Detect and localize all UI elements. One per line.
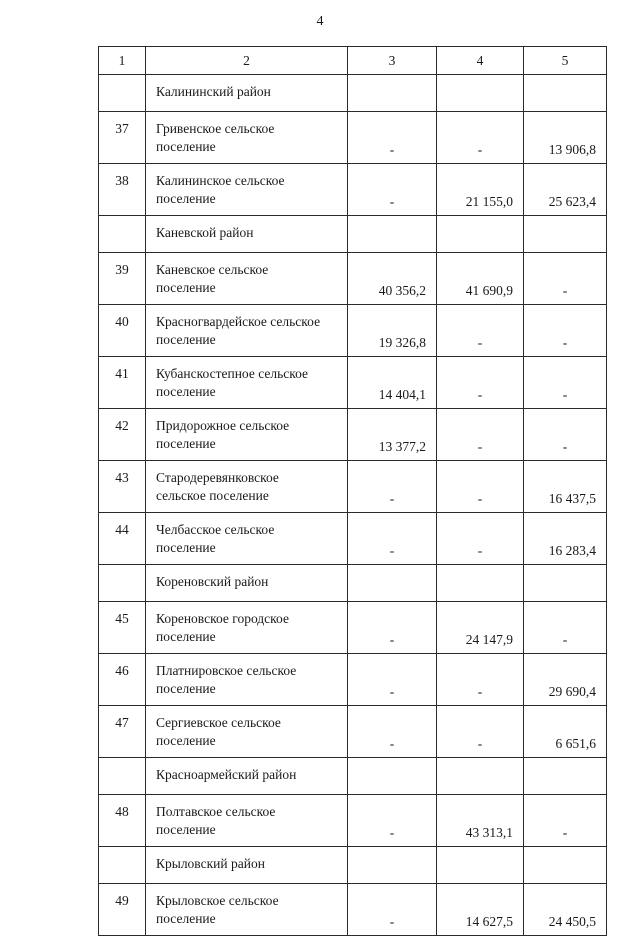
settlement-name-line2: поселение bbox=[156, 280, 216, 295]
row-number: 41 bbox=[99, 357, 146, 409]
table-header-row bbox=[99, 47, 607, 75]
table-row bbox=[99, 706, 607, 758]
empty-cell bbox=[437, 216, 524, 253]
column-header: 1 bbox=[99, 47, 146, 75]
column-header: 3 bbox=[348, 47, 437, 75]
settlement-name-line1: Стародеревянковское bbox=[156, 470, 279, 485]
settlement-name-line1: Придорожное сельское bbox=[156, 418, 290, 433]
district-row bbox=[99, 758, 607, 795]
empty-cell bbox=[524, 75, 607, 112]
table-row bbox=[99, 884, 607, 936]
empty-cell bbox=[437, 847, 524, 884]
table-row bbox=[99, 795, 607, 847]
empty-cell bbox=[437, 565, 524, 602]
value-col3: - bbox=[348, 112, 437, 164]
empty-cell bbox=[99, 216, 146, 253]
settlement-name-line1: Красногвардейское сельское bbox=[156, 314, 321, 329]
empty-cell bbox=[99, 75, 146, 112]
column-header: 2 bbox=[146, 47, 348, 75]
value-col4: - bbox=[437, 461, 524, 513]
settlement-name-line2: поселение bbox=[156, 191, 216, 206]
value-col5: - bbox=[524, 409, 607, 461]
column-header: 4 bbox=[437, 47, 524, 75]
settlement-name-line2: поселение bbox=[156, 822, 216, 837]
table-row bbox=[99, 164, 607, 216]
row-number: 43 bbox=[99, 461, 146, 513]
settlement-name-line2: поселение bbox=[156, 436, 216, 451]
settlement-name-line2: сельское поселение bbox=[156, 488, 269, 503]
district-name: Каневской район bbox=[146, 216, 348, 253]
row-number: 40 bbox=[99, 305, 146, 357]
settlement-name-line2: поселение bbox=[156, 540, 216, 555]
value-col5: 25 623,4 bbox=[524, 164, 607, 216]
settlement-name bbox=[146, 513, 348, 565]
settlement-name bbox=[146, 461, 348, 513]
settlement-name-line1: Кореновское городское bbox=[156, 611, 289, 626]
settlement-name bbox=[146, 253, 348, 305]
empty-cell bbox=[348, 565, 437, 602]
row-number: 38 bbox=[99, 164, 146, 216]
value-col3: - bbox=[348, 795, 437, 847]
settlement-name-line1: Сергиевское сельское bbox=[156, 715, 281, 730]
empty-cell bbox=[99, 565, 146, 602]
value-col3: - bbox=[348, 513, 437, 565]
settlement-name-line1: Гривенское сельское bbox=[156, 121, 275, 136]
value-col4: - bbox=[437, 706, 524, 758]
empty-cell bbox=[348, 758, 437, 795]
table-row bbox=[99, 253, 607, 305]
settlement-name bbox=[146, 409, 348, 461]
settlement-name bbox=[146, 357, 348, 409]
table-row bbox=[99, 305, 607, 357]
district-name: Кореновский район bbox=[146, 565, 348, 602]
value-col5: - bbox=[524, 795, 607, 847]
value-col3: - bbox=[348, 654, 437, 706]
row-number: 46 bbox=[99, 654, 146, 706]
empty-cell bbox=[348, 847, 437, 884]
row-number: 44 bbox=[99, 513, 146, 565]
value-col5: 16 283,4 bbox=[524, 513, 607, 565]
district-name: Калининский район bbox=[146, 75, 348, 112]
settlement-name-line1: Крыловское сельское bbox=[156, 893, 279, 908]
empty-cell bbox=[524, 216, 607, 253]
value-col3: 19 326,8 bbox=[348, 305, 437, 357]
settlement-name-line1: Кубанскостепное сельское bbox=[156, 366, 309, 381]
row-number: 39 bbox=[99, 253, 146, 305]
settlement-name-line1: Платнировское сельское bbox=[156, 663, 297, 678]
district-name: Крыловский район bbox=[146, 847, 348, 884]
settlement-name-line2: поселение bbox=[156, 681, 216, 696]
value-col5: 6 651,6 bbox=[524, 706, 607, 758]
value-col4: 21 155,0 bbox=[437, 164, 524, 216]
value-col5: 13 906,8 bbox=[524, 112, 607, 164]
settlement-name-line1: Каневское сельское bbox=[156, 262, 269, 277]
district-row bbox=[99, 216, 607, 253]
row-number: 48 bbox=[99, 795, 146, 847]
empty-cell bbox=[348, 75, 437, 112]
table-row bbox=[99, 602, 607, 654]
settlement-name-line1: Полтавское сельское bbox=[156, 804, 276, 819]
value-col5: - bbox=[524, 305, 607, 357]
value-col5: - bbox=[524, 253, 607, 305]
value-col4: 41 690,9 bbox=[437, 253, 524, 305]
settlement-name bbox=[146, 602, 348, 654]
settlement-name bbox=[146, 795, 348, 847]
table-row bbox=[99, 357, 607, 409]
row-number: 37 bbox=[99, 112, 146, 164]
empty-cell bbox=[99, 758, 146, 795]
value-col3: - bbox=[348, 461, 437, 513]
empty-cell bbox=[99, 847, 146, 884]
value-col5: 29 690,4 bbox=[524, 654, 607, 706]
value-col4: - bbox=[437, 409, 524, 461]
row-number: 42 bbox=[99, 409, 146, 461]
value-col5: - bbox=[524, 602, 607, 654]
value-col5: 24 450,5 bbox=[524, 884, 607, 936]
value-col4: - bbox=[437, 357, 524, 409]
table-row bbox=[99, 654, 607, 706]
value-col4: 14 627,5 bbox=[437, 884, 524, 936]
table-row bbox=[99, 112, 607, 164]
empty-cell bbox=[437, 75, 524, 112]
empty-cell bbox=[437, 758, 524, 795]
settlement-name bbox=[146, 654, 348, 706]
row-number: 49 bbox=[99, 884, 146, 936]
value-col5: 16 437,5 bbox=[524, 461, 607, 513]
empty-cell bbox=[524, 847, 607, 884]
value-col3: - bbox=[348, 602, 437, 654]
page-number: 4 bbox=[316, 14, 324, 29]
settlement-name-line1: Калининское сельское bbox=[156, 173, 285, 188]
settlement-name bbox=[146, 305, 348, 357]
table-row bbox=[99, 409, 607, 461]
value-col3: - bbox=[348, 164, 437, 216]
value-col4: 24 147,9 bbox=[437, 602, 524, 654]
settlement-name bbox=[146, 706, 348, 758]
settlement-name bbox=[146, 164, 348, 216]
column-header: 5 bbox=[524, 47, 607, 75]
row-number: 47 bbox=[99, 706, 146, 758]
settlement-name-line1: Челбасское сельское bbox=[156, 522, 275, 537]
settlement-name-line2: поселение bbox=[156, 733, 216, 748]
settlement-name-line2: поселение bbox=[156, 629, 216, 644]
district-row bbox=[99, 565, 607, 602]
value-col3: 13 377,2 bbox=[348, 409, 437, 461]
value-col4: - bbox=[437, 305, 524, 357]
settlement-name bbox=[146, 112, 348, 164]
settlement-name-line2: поселение bbox=[156, 384, 216, 399]
value-col5: - bbox=[524, 357, 607, 409]
value-col4: - bbox=[437, 112, 524, 164]
table-body bbox=[99, 47, 607, 936]
value-col4: - bbox=[437, 513, 524, 565]
value-col4: - bbox=[437, 654, 524, 706]
row-number: 45 bbox=[99, 602, 146, 654]
value-col3: - bbox=[348, 884, 437, 936]
settlement-name-line2: поселение bbox=[156, 139, 216, 154]
district-name: Красноармейский район bbox=[146, 758, 348, 795]
table-row bbox=[99, 461, 607, 513]
settlement-name-line2: поселение bbox=[156, 911, 216, 926]
value-col3: 14 404,1 bbox=[348, 357, 437, 409]
empty-cell bbox=[524, 565, 607, 602]
district-row bbox=[99, 75, 607, 112]
district-row bbox=[99, 847, 607, 884]
settlement-name bbox=[146, 884, 348, 936]
allocation-table bbox=[98, 46, 607, 936]
value-col3: 40 356,2 bbox=[348, 253, 437, 305]
value-col4: 43 313,1 bbox=[437, 795, 524, 847]
settlement-name-line2: поселение bbox=[156, 332, 216, 347]
empty-cell bbox=[348, 216, 437, 253]
value-col3: - bbox=[348, 706, 437, 758]
table-row bbox=[99, 513, 607, 565]
empty-cell bbox=[524, 758, 607, 795]
